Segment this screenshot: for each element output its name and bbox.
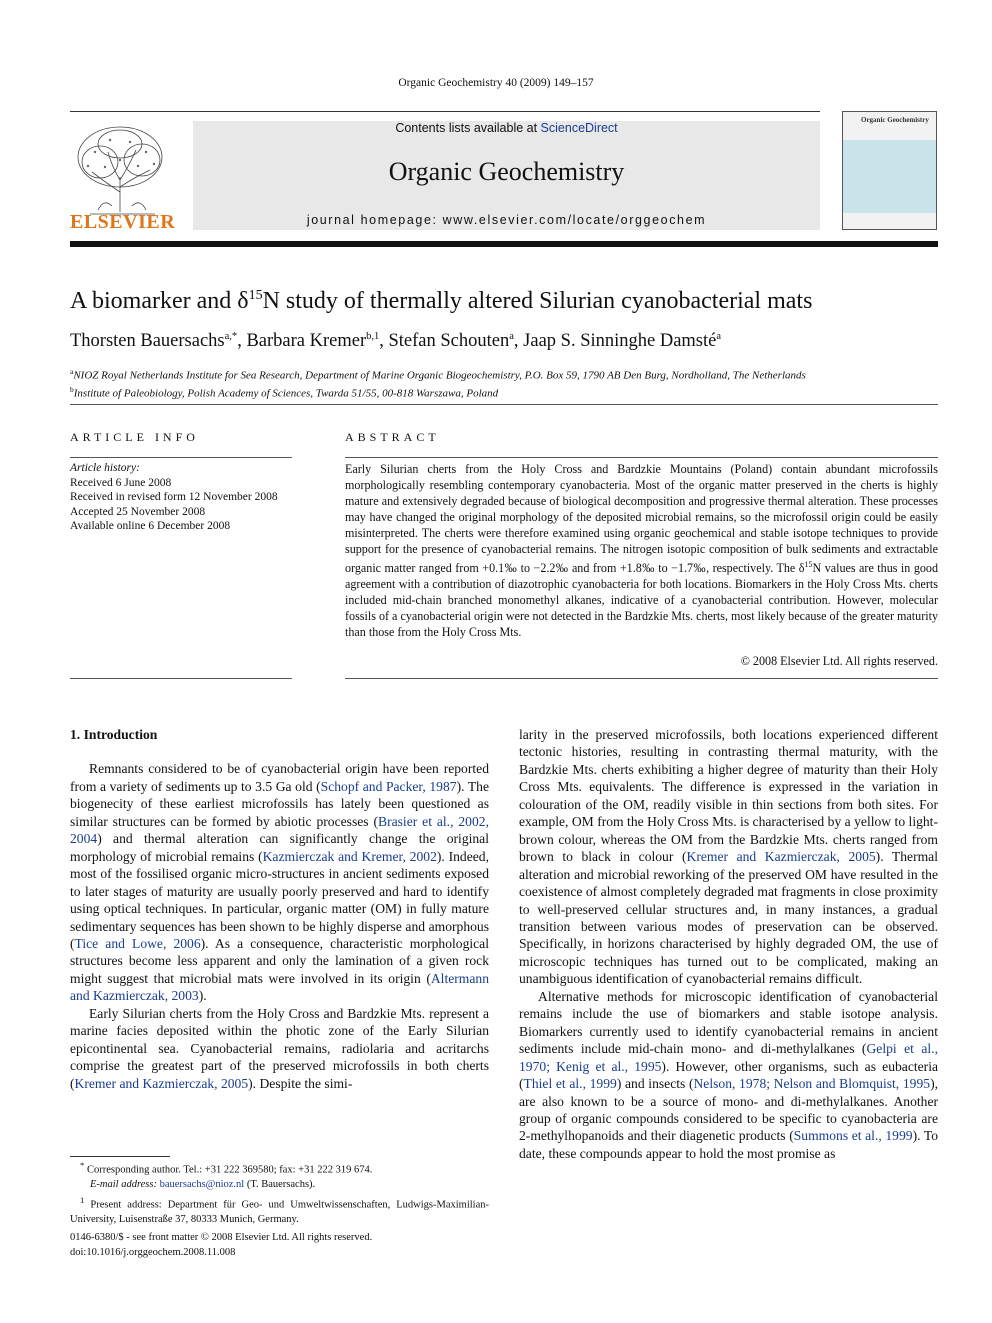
paragraph-text: ) and thermal alteration can significantly change the original morphology of microbial remains ( xyxy=(70,831,489,864)
author-affiliation-mark: b,1 xyxy=(366,331,380,342)
body-paragraph xyxy=(70,760,489,1004)
citation-link[interactable]: Tice and Lowe, 2006 xyxy=(74,935,201,951)
affiliation-rule xyxy=(70,404,938,405)
doi-line[interactable]: doi:10.1016/j.orggeochem.2008.11.008 xyxy=(70,1246,236,1258)
footnote-item xyxy=(70,1193,489,1228)
history-item: Received in revised form 12 November 2008 xyxy=(70,491,278,503)
paragraph-text: ). xyxy=(198,988,207,1004)
abstract-top-rule xyxy=(345,457,938,458)
article-info-bottom-rule xyxy=(70,678,292,679)
author-name[interactable]: Thorsten Bauersachs xyxy=(70,331,225,352)
body-paragraph xyxy=(70,1005,489,1092)
footnote-item xyxy=(70,1158,489,1178)
elsevier-wordmark: ELSEVIER xyxy=(70,211,176,233)
body-column-left xyxy=(70,726,489,1092)
title-part-1: A biomarker and δ xyxy=(70,288,249,314)
citation-link[interactable]: Brasier et al., 2002, 2004 xyxy=(70,813,489,847)
history-item: Available online 6 December 2008 xyxy=(70,520,231,532)
affiliation-item xyxy=(70,383,938,401)
author-affiliation-mark: a xyxy=(509,331,514,342)
abstract-part-1: Early Silurian cherts from the Holy Cross and Bardzkie Mountains (Poland) contain abundant microfossils morphologically resembling contemporary cyanobacteria. Most of the organic matter preserved in the cherts is highly mature and extensively degraded because of biological decomposition and progressive thermal alteration. These processes may have changed the original morphology of the deposited microbial remains, so the microfossil origin could be easily misinterpreted. The cherts were therefore examined using organic geochemical and stable isotope techniques to provide support for the presence of cyanobacterial remains. The nitrogen isotopic composition of bulk sediments and extractable organic matter ranged from +0.1‰ to −2.2‰ and from +1.8‰ to −1.7‰, respectively. The δ xyxy=(345,462,938,576)
citation-link[interactable]: Nelson, 1978; Nelson and Blomquist, 1995 xyxy=(693,1076,931,1092)
footnote-mark: * xyxy=(80,1160,85,1170)
citation-link[interactable]: Thiel et al., 1999 xyxy=(523,1076,617,1092)
paragraph-text: ). To date, these compounds appear to hold the most promise as xyxy=(519,1128,938,1161)
author-name[interactable]: Stefan Schouten xyxy=(388,331,510,352)
journal-cover-thumbnail xyxy=(842,111,937,230)
journal-citation: Organic Geochemistry 40 (2009) 149–157 xyxy=(398,77,594,89)
cover-title: Organic Geochemistry xyxy=(861,116,929,124)
paragraph-text: ). Indeed, most of the fossilised organic micro-structures in ancient sediments exposed to later stages of maturity are usually poorly preserved and hard to identify using optical techniques. In particular, organic matter (OM) in fully mature sedimentary sequences has been shown to be highly disperse and amorphous ( xyxy=(70,848,489,951)
affiliation-text: Institute of Paleobiology, Polish Academy of Sciences, Twarda 51/55, 00-818 Warszawa, Poland xyxy=(73,387,499,400)
abstract-bottom-rule xyxy=(345,678,938,679)
affiliation-item xyxy=(70,365,938,383)
citation-link[interactable]: Kazmierczak and Kremer, 2002 xyxy=(262,848,437,864)
title-superscript: 15 xyxy=(248,288,263,303)
affiliation-text: NIOZ Royal Netherlands Institute for Sea Research, Department of Marine Organic Biogeochemistry, P.O. Box 59, 1790 AB Den Burg, Nordholland, The Netherlands xyxy=(73,369,806,382)
paragraph-text: ), are also known to be a source of mono- and di-methylalkanes. Another group of organic compounds considered to be specific to cyanobacteria are 2-methylhopanoids and their diagenetic products ( xyxy=(519,1076,938,1144)
author-affiliation-mark: a,* xyxy=(224,331,238,342)
paragraph-text: ). Despite the simi- xyxy=(248,1075,353,1091)
abstract-part-2: N values are thus in good agreement with a contribution of diazotrophic cyanobacteria for both locations. Biomarkers in the Holy Cross Mts. cherts included mid-chain branched monomethyl alkanes, indicative of a cyanobacterial contribution. However, molecular fossils of a cyanobacterial origin were not detected in the Bardzkie Mts. cherts, most likely because of the greater maturity than those from the Holy Cross Mts. xyxy=(345,561,939,640)
history-item: Received 6 June 2008 xyxy=(70,476,172,489)
cover-bottom-band xyxy=(843,213,936,229)
footnote-mark: 1 xyxy=(80,1194,85,1205)
paragraph-text: ). However, other organisms, such as eubacteria ( xyxy=(519,1058,938,1092)
affiliation-mark: b xyxy=(70,385,74,395)
paragraph-text: Early Silurian cherts from the Holy Cross and Bardzkie Mts. represent a marine facies deposited within the photic zone of the Early Silurian epicontinental sea. Cyanobacterial remains, radiolaria and acritarchs comprise the greatest part of the preserved microfossils in both cherts ( xyxy=(70,1005,489,1091)
author-name[interactable]: Jaap S. Sinninghe Damsté xyxy=(523,331,717,352)
history-label: Article history: xyxy=(70,462,140,474)
author-name[interactable]: Barbara Kremer xyxy=(246,331,367,352)
article-history xyxy=(70,461,300,534)
paragraph-text: larity in the preserved microfossils, both locations experienced different tectonic histories, resulting in contrasting thermal maturity, with the Bardzkie Mts. cherts exhibiting a higher degree of maturity than their Holy Cross Mts. equivalents. The difference is expressed in the variation in colouration of the OM, readily visible in thin sections from both sites. For example, OM from the Holy Cross Mts. is characterised by a yellow to light-brown colour, whereas the OM from the Bardzkie Mts. cherts ranged from brown to black in colour ( xyxy=(519,727,938,865)
footnote-rule xyxy=(70,1156,170,1157)
email-suffix: (T. Bauersachs). xyxy=(244,1179,316,1190)
email-link[interactable]: bauersachs@nioz.nl xyxy=(159,1179,245,1190)
email-label: E-mail address: xyxy=(90,1179,157,1190)
paragraph-text: Remnants considered to be of cyanobacterial origin have been reported from a variety of sediments up to 3.5 Ga old ( xyxy=(70,761,489,794)
journal-homepage-link[interactable]: journal homepage: www.elsevier.com/locate/orggeochem xyxy=(306,213,707,227)
paragraph-text: ). The biogenecity of these earliest microfossils has lately been questioned as similar structures can be formed by abiotic processes ( xyxy=(70,778,489,829)
contents-prefix: Contents lists available at xyxy=(395,121,541,135)
paragraph-text: ). As a consequence, characteristic morphological structures become less apparent and only the lamination of a given rock might suggest that microbial mats were involved in its origin ( xyxy=(70,935,489,986)
paragraph-text: ). Thermal alteration and microbial reworking of the preserved OM have resulted in the coexistence of almost completely degraded mat fragments in close proximity to well-preserved cellular structures and, in many instances, a gradual transition between various modes of preservation can be observed. Specifically, in horizons characterised by highly degraded OM, the use of microscopic techniques has turned out to be complicated, making an unambiguous identification of cyanobacterial remains difficult. xyxy=(519,849,938,987)
title-part-2: N study of thermally altered Silurian cyanobacterial mats xyxy=(262,288,813,314)
contents-availability xyxy=(193,121,820,135)
body-paragraph xyxy=(519,726,938,988)
footnote-text: Corresponding author. Tel.: +31 222 369580; fax: +31 222 319 674. xyxy=(87,1164,373,1176)
issn-line: 0146-6380/$ - see front matter © 2008 Elsevier Ltd. All rights reserved. xyxy=(70,1232,373,1243)
affiliation-list xyxy=(70,365,938,401)
abstract-heading: ABSTRACT xyxy=(345,430,440,444)
affiliation-mark: a xyxy=(70,367,74,376)
author-affiliation-mark: a xyxy=(716,331,722,342)
section-heading: 1. Introduction xyxy=(70,727,158,742)
history-item: Accepted 25 November 2008 xyxy=(70,505,206,518)
citation-link[interactable]: Altermann and Kazmierczak, 2003 xyxy=(70,970,489,1004)
abstract-copyright: © 2008 Elsevier Ltd. All rights reserved. xyxy=(740,654,938,668)
citation-link[interactable]: Schopf and Packer, 1987 xyxy=(320,778,457,794)
author-separator: , xyxy=(379,331,389,352)
footnotes xyxy=(70,1158,489,1227)
citation-link[interactable]: Summons et al., 1999 xyxy=(793,1128,913,1144)
paragraph-text: ) and insects ( xyxy=(616,1076,694,1092)
sciencedirect-link[interactable]: ScienceDirect xyxy=(540,121,618,135)
article-title xyxy=(70,288,938,315)
author-separator: , xyxy=(513,331,524,352)
article-info-top-rule xyxy=(70,457,292,458)
paragraph-text: Alternative methods for microscopic identification of cyanobacterial remains include the use of biomarkers and stable isotope analysis. Biomarkers currently used to identify cyanobacterial remains in ancient sediments include mid-chain mono- and di-methylalkanes ( xyxy=(519,988,938,1057)
header-top-rule xyxy=(70,111,820,112)
header-thick-rule xyxy=(70,241,938,247)
author-separator: , xyxy=(237,331,247,352)
bottom-metadata xyxy=(70,1231,489,1260)
footnote-email xyxy=(70,1178,489,1193)
body-column-right xyxy=(519,726,938,1162)
citation-link[interactable]: Kremer and Kazmierczak, 2005 xyxy=(74,1075,249,1091)
author-list xyxy=(70,331,938,352)
article-info-heading: ARTICLE INFO xyxy=(70,430,199,444)
body-paragraph xyxy=(519,988,938,1163)
citation-link[interactable]: Kremer and Kazmierczak, 2005 xyxy=(686,849,876,865)
footnote-text: Present address: Department für Geo- und Umweltwissenschaften, Ludwigs-Maximilian-University, Luisenstraße 37, 80333 Munich, Germany. xyxy=(70,1199,489,1225)
citation-link[interactable]: Gelpi et al., 1970; Kenig et al., 1995 xyxy=(519,1041,938,1074)
abstract-text xyxy=(345,461,938,640)
abstract-superscript: 15 xyxy=(804,560,813,569)
journal-name: Organic Geochemistry xyxy=(388,157,625,186)
